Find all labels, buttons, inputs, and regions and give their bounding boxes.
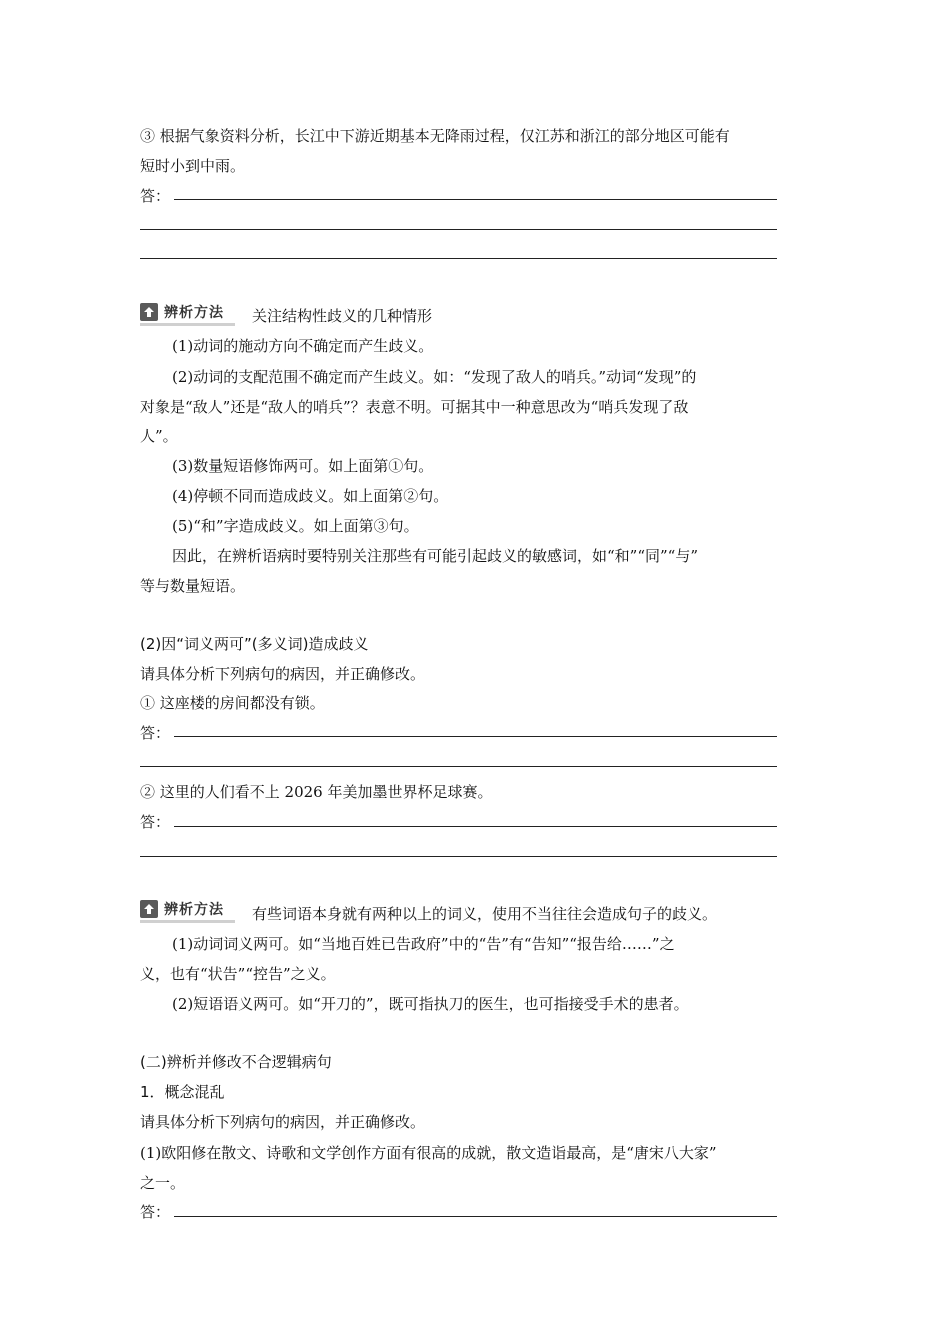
question-3-line2: 短时小到中雨。 [140,157,246,175]
answer-line[interactable] [140,258,777,259]
answer-label: 答： [140,1203,171,1221]
method-paragraph: (2)短语语义两可。如“开刀的”，既可指执刀的医生，也可指接受手术的患者。 [172,995,689,1013]
answer-line[interactable] [174,1216,777,1217]
badge-underline [140,323,235,326]
answer-line[interactable] [174,736,777,737]
answer-line[interactable] [174,826,777,827]
answer-line[interactable] [174,199,777,200]
method-badge [140,301,224,323]
instruction: 请具体分析下列病句的病因，并正确修改。 [140,1113,426,1131]
answer-label: 答： [140,813,171,831]
answer-line[interactable] [140,856,777,857]
method-paragraph: 因此，在辨析语病时要特别关注那些有可能引起歧义的敏感词，如“和”“同”“与” [172,547,699,565]
method-paragraph: (2)动词的支配范围不确定而产生歧义。如：“发现了敌人的哨兵。”动词“发现”的 [172,368,697,386]
section-heading: (二)辨析并修改不合逻辑病句 [140,1053,332,1071]
edit-arrow-icon [140,303,158,321]
question-3-line1: ③ 根据气象资料分析，长江中下游近期基本无降雨过程，仅江苏和浙江的部分地区可能有 [140,127,730,145]
instruction: 请具体分析下列病句的病因，并正确修改。 [140,665,426,683]
answer-line[interactable] [140,229,777,230]
question-2: ② 这里的人们看不上 2026 年美加墨世界杯足球赛。 [140,783,493,801]
method-paragraph: (5)“和”字造成歧义。如上面第③句。 [172,517,419,535]
method-paragraph: (3)数量短语修饰两可。如上面第①句。 [172,457,434,475]
question-1-line2: 之一。 [140,1174,186,1192]
method-intro: 有些词语本身就有两种以上的词义，使用不当往往会造成句子的歧义。 [252,905,718,923]
edit-arrow-icon [140,900,158,918]
question-1-line1: (1)欧阳修在散文、诗歌和文学创作方面有很高的成就，散文造诣最高，是“唐宋八大家” [140,1144,717,1162]
answer-label: 答： [140,187,171,205]
method-paragraph: (1)动词词义两可。如“当地百姓已告政府”中的“告”有“告知”“报告给……”之 [172,935,675,953]
method-title: 关注结构性歧义的几种情形 [252,307,433,325]
method-paragraph: 等与数量短语。 [140,577,246,595]
method-badge [140,898,224,920]
question-1: ① 这座楼的房间都没有锁。 [140,694,325,712]
section-heading: (2)因“词义两可”(多义词)造成歧义 [140,635,369,653]
method-paragraph: (1)动词的施动方向不确定而产生歧义。 [172,337,434,355]
method-paragraph: 人”。 [140,427,178,445]
method-paragraph: (4)停顿不同而造成歧义。如上面第②句。 [172,487,449,505]
method-badge-label: 辨析方法 [164,305,224,321]
sub-heading: 1．概念混乱 [140,1083,225,1101]
method-paragraph: 对象是“敌人”还是“敌人的哨兵”？表意不明。可据其中一种意思改为“哨兵发现了敌 [140,398,689,416]
badge-underline [140,920,235,923]
method-badge-label: 辨析方法 [164,902,224,918]
answer-line[interactable] [140,766,777,767]
answer-label: 答： [140,724,171,742]
method-paragraph: 义，也有“状告”“控告”之义。 [140,965,336,983]
